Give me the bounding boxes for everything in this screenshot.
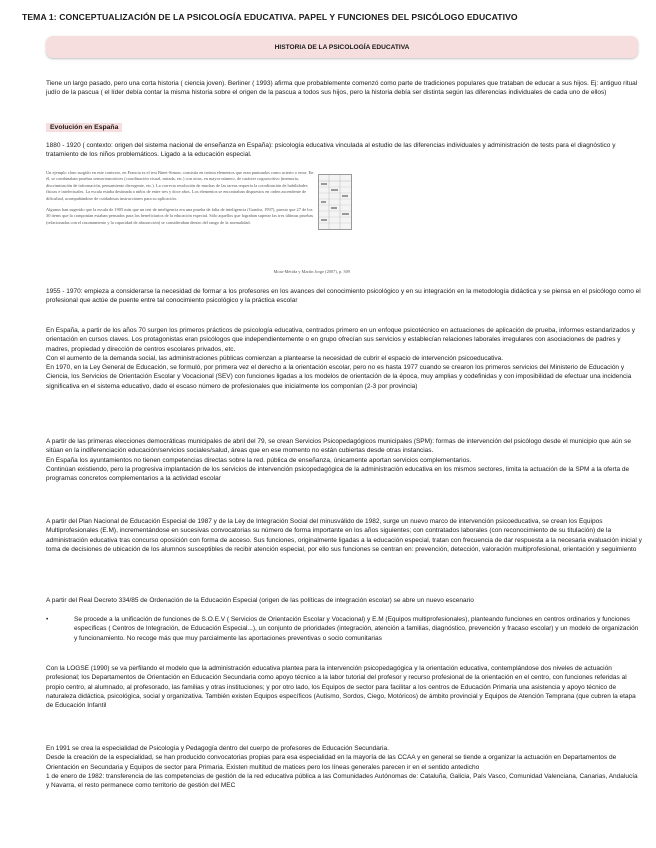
section-banner: HISTORIA DE LA PSICOLOGÍA EDUCATIVA xyxy=(46,36,638,58)
paragraph-1880: 1880 - 1920 ( contexto: origen del sistema nacional de enseñanza en España): psicología educativa vinculada al estudio de las diferencias individuales y administración de tests para el diagnóstico y tratamiento de los niños problemáticos. Ligado a la educación especial. xyxy=(46,142,616,159)
figure-excerpt xyxy=(46,170,350,278)
paragraph: En España los ayuntamientos no tienen competencias directas sobre la red. pública de enseñanza, únicamente aportan servicios complementarios. xyxy=(46,456,472,464)
paragraph: Desde la creación de la especialidad, se han producido convocatorias propias para esa especialidad en la mayoría de las CCAA y en general se tiende a organizar la actuación en Departamentos de Orientación en Secundaria y Equipos de sector para Primaria. Existen multitud de matices pero los líneas generales parecen ir en el sentido antedicho xyxy=(46,754,617,771)
figure-table-image xyxy=(318,174,352,230)
paragraph-group-1991 xyxy=(46,744,642,790)
paragraph: 1 de enero de 1982: transferencia de las competencias de gestión de la red educativa pública a las Comunidades Autónomas de: Cataluña, Galicia, País Vasco, Comunidad Valenciana, Canarias, Andalucía y Navarra, el resto permanece como territorio de gestión del MEC xyxy=(46,772,638,790)
figure-citation: Mora-Mérida y Martín Jorge (2007), p. 309 xyxy=(273,269,350,274)
paragraph: Con el aumento de la demanda social, las administraciones públicas comienzan a plantearse la necesidad de cubrir el espacio de intervención psicoeducativa. xyxy=(46,354,504,362)
paragraph: En 1991 se crea la especialidad de Psicología y Pedagogía dentro del cuerpo de profesores de Educación Secundaria. xyxy=(46,745,389,752)
figure-paragraph: Un ejemplo claro surgido en este contexto, en Francia es el test Binet-Simon; consistía en treinta elementos que eran puntuados como acierto o error. En él, se combinaban pruebas sensoriomotrices (coordinación visual, mirada, etc.) con otras, en mayor número, de carácter cognoscitivo (memoria, discriminación de información, pensamiento divergente, etc.). La correcta resolución de muchas de las tareas requería la coordinación de habilidades físicas e intelectuales. La escala estaba destinada a niños de entre tres y doce años. Los elementos se encontraban dispuestos en orden ascendente de dificultad, acompañándose de cuidadosas instrucciones para su aplicación. xyxy=(46,170,314,201)
document-title: TEMA 1: CONCEPTUALIZACIÓN DE LA PSICOLOGÍA EDUCATIVA. PAPEL Y FUNCIONES DEL PSICÓLOGO EDUCATIVO xyxy=(22,12,518,22)
figure-paragraph: Algunos han sugerido que la escala de 1905 más que un test de inteligencia era una prueba de falta de inteligencia (Gondra, 1997), puesto que 27 de los 30 items que la componían estaban pensados para los beneficiarios de la educación especial. Sólo aquellos que lograban superar las tres últimas pruebas (relacionadas con el razonamiento y la capacidad de abstracción) se consideraban dentro del rango de la normalidad. xyxy=(46,207,314,225)
bullet-item: Se procede a la unificación de funciones de S.O.E.V ( Servicios de Orientación Escolar y Vocacional) y E.M (Equipos multiprofesionales), planteando funciones en centros ordinarios y funciones específicas ( Centros de Integración, de Educación Especial...), un conjunto de prioridades (integración, atención a familias, diagnóstico, prevención y fracaso escolar) y un modelo de organización y funcionamiento. No recoge más que muy parcialmente las aportaciones preventivas o socio comunitarias xyxy=(74,616,639,642)
paragraph-1982: A partir del Plan Nacional de Educación Especial de 1987 y de la Ley de Integración Social del minusválido de 1982, surge un nuevo marco de intervención psicoeducativa, se crean los Equipos Multiprofesionales (E.M), incrementándose en sucesivas convocatorias su número de forma importante en los años siguientes; con contratados laborales (con reconocimiento de su titulación) de la administración educativa tras concurso oposición con forma de acceso. Sus funciones, originalmente ligadas a la educación especial, tratan con frecuencia de dar respuesta a la necesaria evaluación inicial y toma de decisiones de ubicación de los alumnos susceptibles de recibir atención especial, por ello sus funciones se centran en: prevención, detección, valoración multiprofesional, orientación y seguimiento xyxy=(46,518,642,553)
paragraph-1985-intro: A partir del Real Decreto 334/85 de Ordenación de la Educación Especial (origen de las políticas de integración escolar) se abre un nuevo escenario xyxy=(46,597,474,604)
paragraph-1955: 1955 - 1970: empieza a considerarse la necesidad de formar a los profesores en los avances del conocimiento psicológico y en su integración en la metodología didáctica y se piensa en el psicólogo como el profesional que actúe de puente entre tal conocimiento psicológico y la práctica escolar xyxy=(46,288,641,305)
section-heading: Evolución en España xyxy=(46,123,122,132)
paragraph-group-70s xyxy=(46,326,642,391)
intro-paragraph: Tiene un largo pasado, pero una corta historia ( ciencia joven). Berliner ( 1993) afirma que probablemente comenzó como parte de tradiciones populares que trataban de educar a sus hijos. Ej: antiguo ritual judío de la pascua ( el líder debía contar la misma historia sobre el origen de la pascua a todos sus hijos, pero la historia debía ser distinta según las diferencias individuales de cada uno de ellos) xyxy=(46,80,638,97)
paragraph: En España, a partir de los años 70 surgen los primeros prácticos de psicología educativa, centrados primero en un enfoque psicotécnico en actuaciones de aplicación de prueba, informes estandarizados y orientación en cursos claves. Los protagonistas eran psicólogos que independientemente o en grupo ofrecían sus servicios y establecían relaciones laborales irregulares con asociaciones de padres y madres, propiedad y dirección de centros escolares privados, etc. xyxy=(46,327,635,353)
paragraph-group-79 xyxy=(46,437,642,483)
paragraph: Continúan existiendo, pero la progresiva implantación de los servicios de intervención psicopedagógica de la administración educativa en los mismos sectores, limita la actuación de la SPM a la oferta de programas concretos complementarios a la actividad escolar xyxy=(46,465,630,483)
paragraph-logse: Con la LOGSE (1990) se va perfilando el modelo que la administración educativa plantea para la intervención psicopedagógica y la orientación educativa, contemplándose dos niveles de actuación profesional; los Departamentos de Orientación en Educación Secundaria como apoyo técnico a la labor tutorial del profesor y recurso profesional de la orientación en el centro, con funciones referidas al propio centro, al alumnado, al profesorado, las familias y otras instituciones; y por otro lado, los Equipos de sector para facilitar a los centros de Educación Primaria una asistencia y apoyo técnico de naturaleza didáctica, psicológica, social y organizativa. También existen Equipos específicos (Autismo, Sordos, Ciego, Motóricos) de ámbito provincial y Equipos de Atención Temprana (que cubren la etapa de Educación Infantil xyxy=(46,665,636,710)
paragraph: En 1970, en la Ley General de Educación, se formuló, por primera vez el derecho a la orientación escolar, pero no es hasta 1977 cuando se crearon los primeros servicios del Ministerio de Educación y Ciencia, los Servicios de Orientación Escolar y Vocacional (SEV) con funciones ligadas a los modelos de orientación de la época, muy amplias y codefinidas y con imposibilidad de efectuar una incidencia significativa en el sistema educativo, dado el escaso número de profesionales que inicialmente los componían (2-3 por provincia) xyxy=(46,364,632,390)
paragraph: A partir de las primeras elecciones democráticas municipales de abril del 79, se crean Servicios Psicopedagógicos municipales (SPM): formas de intervención del psicólogo desde el municipio que aún se sitúan en la indiferenciación educación/servicios sociales/salud, áreas que en ese momento no están cubiertas desde otras instancias. xyxy=(46,438,631,455)
figure-text xyxy=(46,170,314,231)
bullet-marker: • xyxy=(46,616,49,623)
